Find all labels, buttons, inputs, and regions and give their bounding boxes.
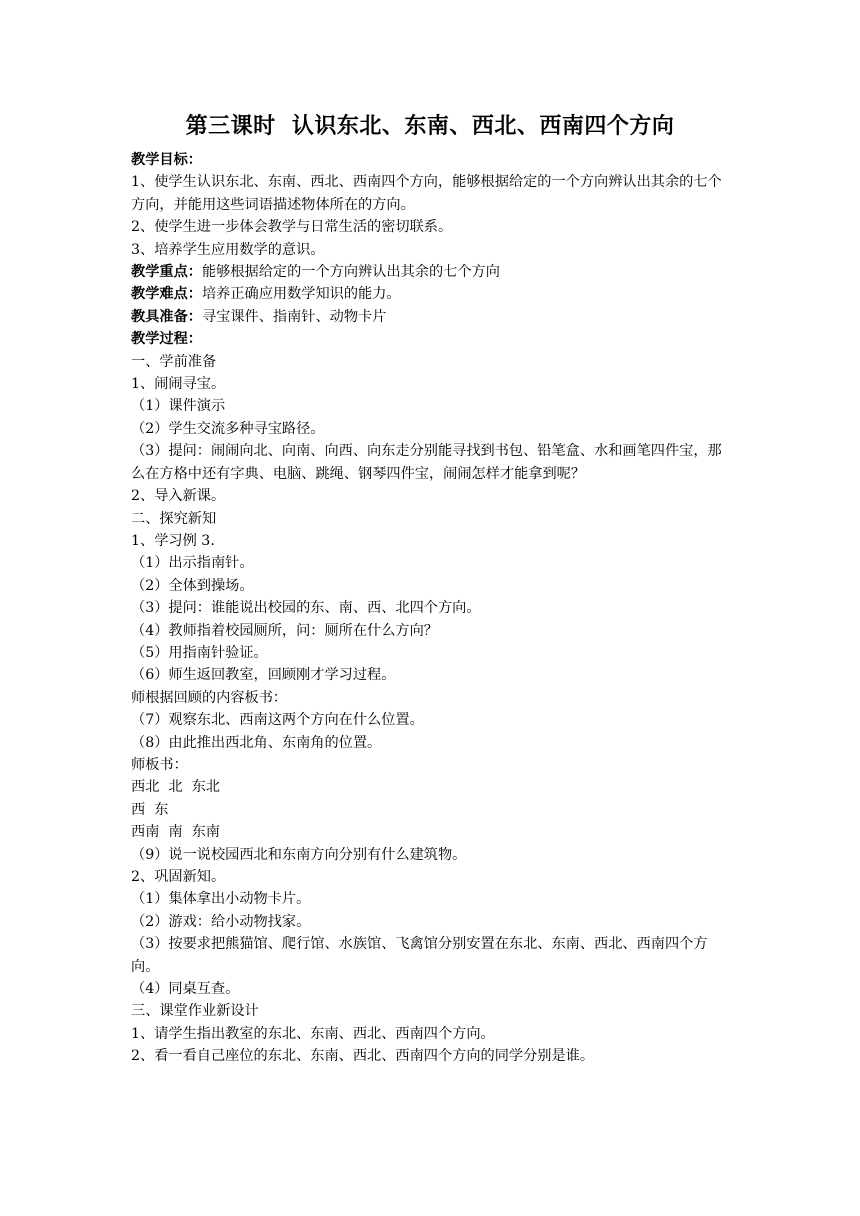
materials-text: 寻宝课件、指南针、动物卡片 bbox=[201, 308, 387, 325]
process-line: （8）由此推出西北角、东南角的位置。 bbox=[131, 734, 382, 751]
teaching-process-list bbox=[131, 351, 733, 1068]
process-line: 三、课堂作业新设计 bbox=[131, 1003, 259, 1020]
process-line: （3）提问：谁能说出校园的东、南、西、北四个方向。 bbox=[131, 600, 481, 617]
process-line: （2）全体到操场。 bbox=[131, 577, 254, 594]
process-line: （3）按要求把熊猫馆、爬行馆、水族馆、飞禽馆分别安置在东北、东南、西北、西南四个方向。 bbox=[131, 936, 708, 975]
board-writing-line: 西南 南 东南 bbox=[131, 824, 220, 841]
difficulty-text: 培养正确应用数学知识的能力。 bbox=[201, 286, 401, 303]
goal-item: 3、培养学生应用数学的意识。 bbox=[131, 241, 325, 258]
process-line: （2）学生交流多种寻宝路径。 bbox=[131, 420, 325, 437]
process-line: 二、探究新知 bbox=[131, 510, 217, 527]
goal-item: 1、使学生认识东北、东南、西北、西南四个方向，能够根据给定的一个方向辨认出其余的七个方向，并能用这些词语描述物体所在的方向。 bbox=[131, 174, 722, 213]
process-line: （6）师生返回教室，回顾刚才学习过程。 bbox=[131, 667, 396, 684]
key-point-line bbox=[131, 261, 733, 283]
process-line: 2、巩固新知。 bbox=[131, 869, 226, 885]
process-line: （7）观察东北、西南这两个方向在什么位置。 bbox=[131, 712, 424, 729]
board-writing-line: 西北 北 东北 bbox=[131, 779, 220, 796]
key-point-label: 教学重点： bbox=[131, 264, 202, 281]
difficulty-label: 教学难点： bbox=[131, 286, 202, 303]
document-body bbox=[131, 149, 733, 1068]
process-line: （1）课件演示 bbox=[131, 398, 226, 415]
process-line: （2）游戏：给小动物找家。 bbox=[131, 913, 311, 930]
document-title: 第三课时 认识东北、东南、西北、西南四个方向 bbox=[185, 114, 675, 139]
process-line: 2、导入新课。 bbox=[131, 488, 226, 505]
process-line: （1）集体拿出小动物卡片。 bbox=[131, 891, 311, 908]
goal-item: 2、使学生进一步体会教学与日常生活的密切联系。 bbox=[131, 219, 453, 236]
process-line: 师根据回顾的内容板书： bbox=[131, 689, 288, 706]
process-line: （4）教师指着校园厕所，问：厕所在什么方向？ bbox=[131, 622, 438, 639]
process-line: 一、学前准备 bbox=[131, 353, 217, 370]
process-line: 2、看一看自己座位的东北、东南、西北、西南四个方向的同学分别是谁。 bbox=[131, 1048, 595, 1065]
materials-line bbox=[131, 306, 733, 328]
process-line: （5）用指南针验证。 bbox=[131, 644, 268, 661]
teaching-process-heading: 教学过程： bbox=[131, 331, 202, 348]
process-line: 1、请学生指出教室的东北、东南、西北、西南四个方向。 bbox=[131, 1025, 495, 1042]
process-line: （4）同桌互查。 bbox=[131, 981, 240, 998]
process-line: 1、闹闹寻宝。 bbox=[131, 376, 226, 393]
difficulty-line bbox=[131, 283, 733, 305]
key-point-text: 能够根据给定的一个方向辨认出其余的七个方向 bbox=[201, 264, 500, 281]
process-line: （1）出示指南针。 bbox=[131, 555, 254, 572]
materials-label: 教具准备： bbox=[131, 308, 202, 325]
process-line: 师板书： bbox=[131, 756, 188, 773]
process-line: 1、学习例 3. bbox=[131, 532, 215, 549]
process-line: （3）提问：闹闹向北、向南、向西、向东走分别能寻找到书包、铅笔盒、水和画笔四件宝，那么在方格中还有字典、电脑、跳绳、钢琴四件宝，闹闹怎样才能拿到呢？ bbox=[131, 443, 722, 482]
board-writing-line: 西 东 bbox=[131, 801, 169, 818]
process-line: （9）说一说校园西北和东南方向分别有什么建筑物。 bbox=[131, 846, 467, 863]
teaching-goals-heading: 教学目标： bbox=[131, 152, 202, 168]
